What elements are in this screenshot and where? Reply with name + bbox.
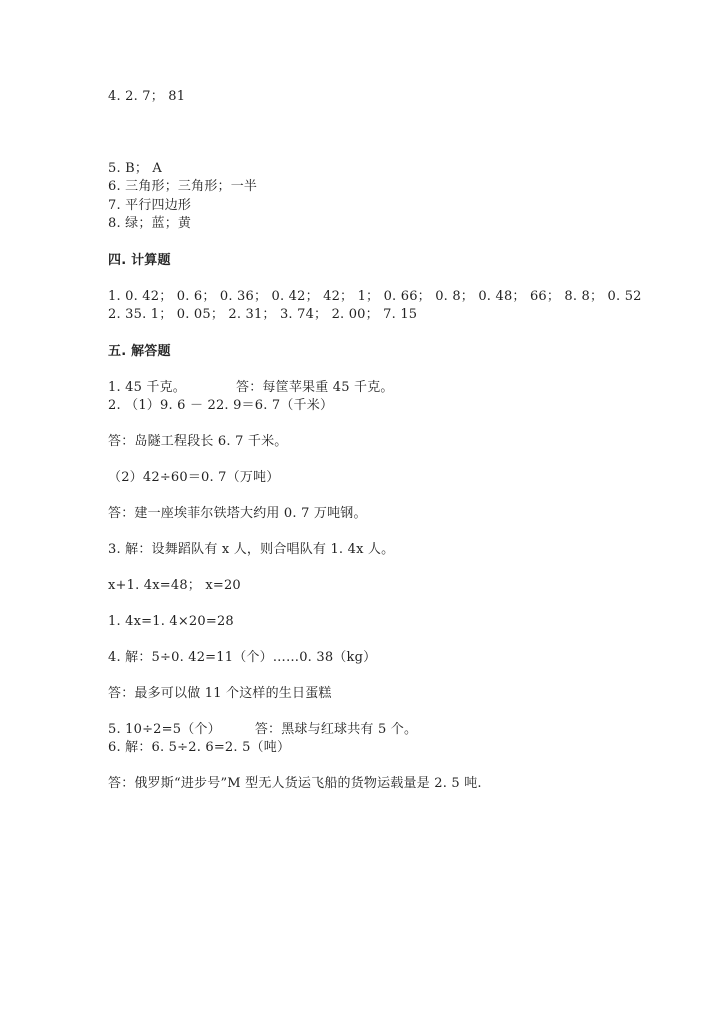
solution-q1-answer: 答：每筐苹果重 45 千克。	[236, 380, 394, 395]
solution-q2-answer2: 答：建一座埃菲尔铁塔大约用 0. 7 万吨钢。	[108, 506, 367, 521]
solution-q5	[108, 721, 417, 739]
solution-q2-part2: （2）42÷60＝0. 7（万吨）	[108, 470, 280, 485]
answer-item-8: 8. 绿；蓝；黄	[108, 216, 192, 231]
calculation-line-1: 1. 0. 42； 0. 6； 0. 36； 0. 42； 42； 1； 0. 66； 0. 8； 0. 48； 66； 8. 8； 0. 52	[108, 289, 642, 304]
solution-q4-calc: 4. 解：5÷0. 42=11（个）……0. 38（kg）	[108, 650, 377, 665]
solution-q4-answer: 答：最多可以做 11 个这样的生日蛋糕	[108, 686, 332, 701]
solution-q5-calc: 5. 10÷2=5（个）	[108, 722, 221, 737]
solution-q6-calc: 6. 解：6. 5÷2. 6=2. 5（吨）	[108, 740, 291, 755]
calculation-line-2: 2. 35. 1； 0. 05； 2. 31； 3. 74； 2. 00； 7. 15	[108, 307, 418, 322]
solution-q1-calc: 1. 45 千克。	[108, 380, 187, 395]
solution-q5-answer: 答：黑球与红球共有 5 个。	[254, 722, 418, 737]
answer-item-4: 4. 2. 7； 81	[108, 89, 186, 104]
solution-q2-answer1: 答：岛隧工程段长 6. 7 千米。	[108, 434, 288, 449]
solution-q6-answer: 答：俄罗斯“进步号”M 型无人货运飞船的货物运载量是 2. 5 吨.	[108, 776, 482, 791]
solution-q3-equation: x+1. 4x=48； x=20	[108, 578, 241, 593]
solution-q1	[108, 379, 394, 397]
solution-q3-setup: 3. 解：设舞蹈队有 x 人，则合唱队有 1. 4x 人。	[108, 542, 395, 557]
section-heading-calculation: 四. 计算题	[108, 253, 171, 268]
solution-q2-part1: 2. （1）9. 6 － 22. 9＝6. 7（千米）	[108, 398, 334, 413]
solution-q3-calc: 1. 4x=1. 4×20=28	[108, 614, 234, 629]
answer-item-6: 6. 三角形；三角形；一半	[108, 179, 258, 194]
answer-item-5: 5. B； A	[108, 161, 163, 176]
section-heading-solutions: 五. 解答题	[108, 344, 171, 359]
answer-item-7: 7. 平行四边形	[108, 198, 192, 213]
